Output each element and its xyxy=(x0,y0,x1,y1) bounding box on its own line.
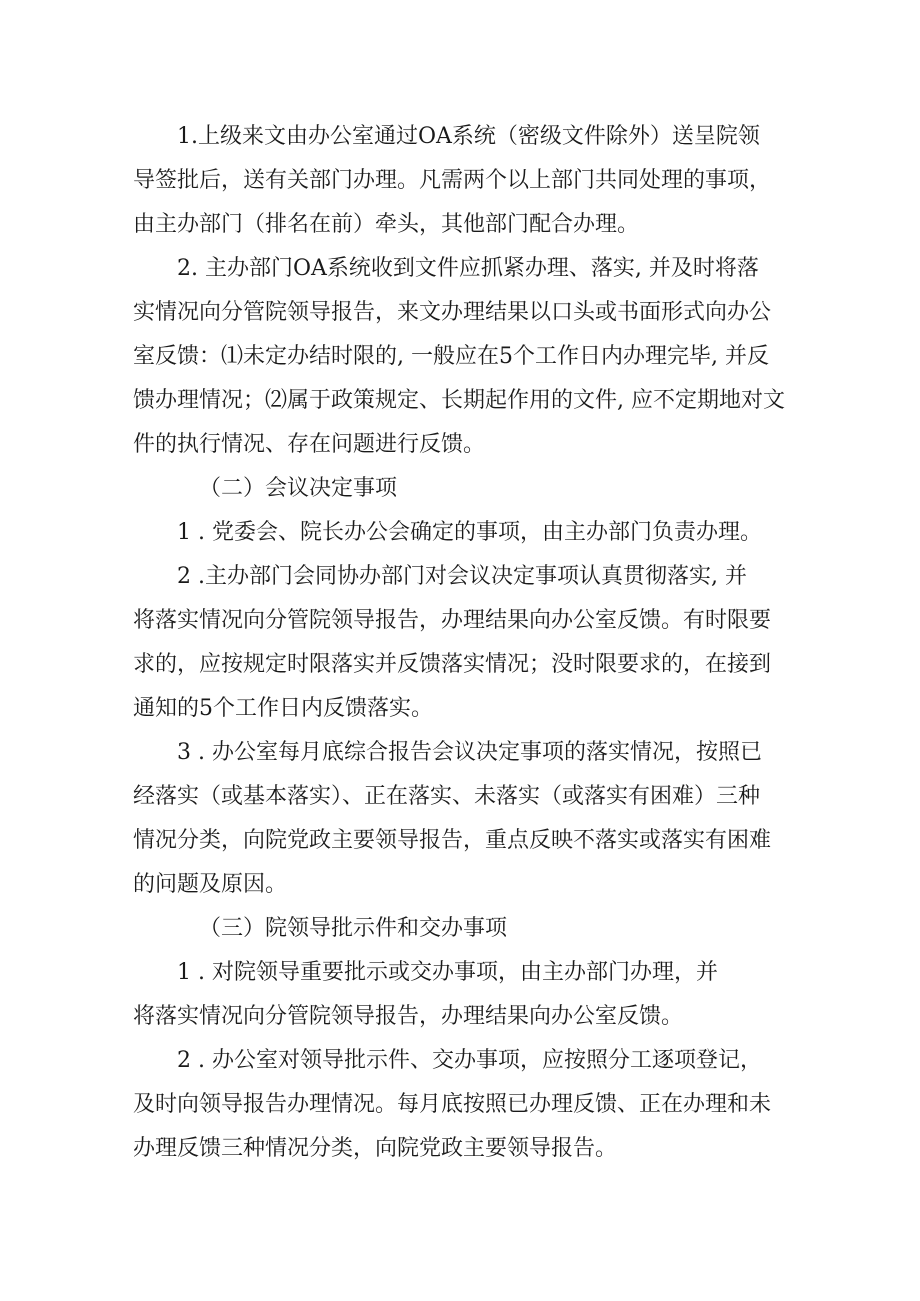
text-line: 将落实情况向分管院领导报告，办理结果向办公室反馈。有时限要 xyxy=(133,608,772,633)
text-line: 由主办部门（排名在前）牵头，其他部门配合办理。 xyxy=(133,212,640,237)
paragraph-3 xyxy=(133,511,813,555)
paragraph-4 xyxy=(133,555,813,731)
text-line: 实情况向分管院领导报告，来文办理结果以口头或书面形式向办公 xyxy=(133,300,772,325)
text-line: 办理反馈三种情况分类，向院党政主要领导报告。 xyxy=(133,1136,618,1161)
paragraph-5 xyxy=(133,731,813,907)
text-line: 经落实（或基本落实）、正在落实、未落实（或落实有困难）三种 xyxy=(133,784,761,809)
text-line: 1 . 对院领导重要批示或交办事项，由主办部门办理，并 xyxy=(177,960,718,985)
text-line: 1 . 党委会、院长办公会确定的事项，由主办部门负责办理。 xyxy=(177,520,762,545)
text-line: 及时向领导报告办理情况。每月底按照已办理反馈、正在办理和未 xyxy=(133,1092,772,1117)
text-line: 将落实情况向分管院领导报告，办理结果向办公室反馈。 xyxy=(133,1004,684,1029)
paragraph-7 xyxy=(133,1039,813,1171)
text-line: 1.上级来文由办公室通过OA系统（密级文件除外）送呈院领 xyxy=(177,124,760,149)
text-line: 件的执行情况、存在问题进行反馈。 xyxy=(133,432,486,457)
text-line: 3 . 办公室每月底综合报告会议决定事项的落实情况，按照已 xyxy=(177,740,762,765)
text-line: 导签批后，送有关部门办理。凡需两个以上部门共同处理的事项， xyxy=(133,168,772,193)
text-line: 2 . 办公室对领导批示件、交办事项，应按照分工逐项登记， xyxy=(177,1048,762,1073)
text-line: 求的，应按规定时限落实并反馈落实情况；没时限要求的，在接到 xyxy=(133,652,772,677)
text-line: 室反馈：⑴未定办结时限的, 一般应在5个工作日内办理完毕, 并反 xyxy=(133,344,769,369)
section-heading-3: （三）院领导批示件和交办事项 xyxy=(199,916,508,941)
paragraph-2 xyxy=(133,247,813,467)
text-line: 2 .主办部门会同协办部门对会议决定事项认真贯彻落实, 并 xyxy=(177,564,747,589)
text-line: 通知的5个工作日内反馈落实。 xyxy=(133,696,433,721)
section-heading-2: （二）会议决定事项 xyxy=(199,476,398,501)
text-line: 2. 主办部门OA系统收到文件应抓紧办理、落实, 并及时将落 xyxy=(177,256,759,281)
paragraph-6 xyxy=(133,951,813,1039)
text-line: 情况分类，向院党政主要领导报告，重点反映不落实或落实有困难 xyxy=(133,828,772,853)
text-line: 的问题及原因。 xyxy=(133,872,288,897)
document-body xyxy=(133,115,813,1171)
paragraph-1 xyxy=(133,115,813,247)
text-line: 馈办理情况；⑵属于政策规定、长期起作用的文件, 应不定期地对文 xyxy=(133,388,785,413)
